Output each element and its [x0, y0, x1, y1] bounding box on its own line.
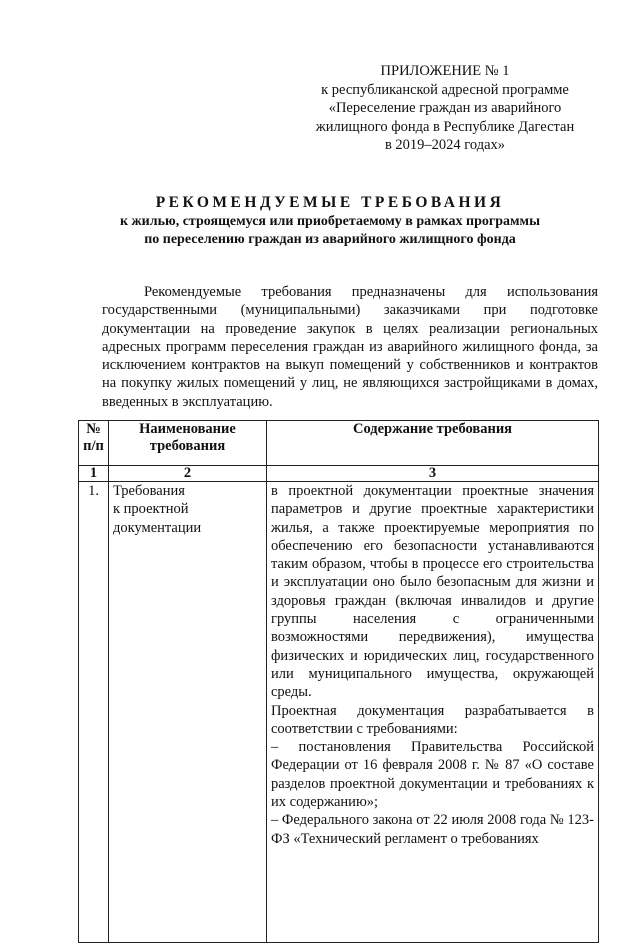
requirements-table: [78, 420, 599, 943]
requirement-name-line: документации: [113, 519, 202, 536]
requirement-name-line: Требования: [113, 483, 185, 499]
document-title: [60, 193, 600, 249]
content-list-item: – постановления Правительства Российской Федерации от 16 февраля 2008 г. № 87 «О составе разделов проектной документации и требованиях к их содержанию»;: [271, 739, 594, 811]
column-number: 3: [267, 466, 599, 482]
title-subtitle-line: по переселению граждан из аварийного жилищного фонда: [144, 232, 516, 247]
table-row: [79, 482, 599, 943]
column-number: 2: [109, 466, 267, 482]
header-content: Содержание требования: [267, 421, 599, 466]
intro-paragraph: Рекомендуемые требования предназначены для использования государственными (муниципальными) заказчиками при подготовке документации на проведение закупок в целях реализации региональных адресных программ переселения граждан из аварийного жилищного фонда, за исключением контрактов на выкуп помещений у собственников и контрактов на покупку жилых помещений у лиц, не являющихся застройщиками в домах, введенных в эксплуатацию.: [102, 284, 598, 410]
appendix-line: жилищного фонда в Республике Дагестан: [315, 118, 575, 135]
requirement-name-line: к проектной: [113, 501, 189, 518]
appendix-line: к республиканской адресной программе: [321, 81, 569, 98]
content-list-item: – Федерального закона от 22 июля 2008 года № 123-ФЗ «Технический регламент о требованиях: [271, 812, 594, 847]
appendix-header: [300, 62, 590, 155]
header-num: № п/п: [79, 421, 109, 466]
table-header-row: [79, 421, 599, 466]
column-number-row: [79, 466, 599, 482]
title-subtitle-line: к жилью, строящемуся или приобретаемому в рамках программы: [119, 214, 541, 229]
header-name: Наименование требования: [109, 421, 267, 466]
column-number: 1: [79, 466, 109, 482]
appendix-line: ПРИЛОЖЕНИЕ № 1: [380, 63, 510, 79]
appendix-line: «Переселение граждан из аварийного: [328, 100, 562, 116]
content-paragraph: Проектная документация разрабатывается в соответствии с требованиями:: [271, 702, 594, 737]
requirement-content: [267, 482, 599, 943]
row-number: 1.: [79, 482, 109, 943]
title-main: РЕКОМЕНДУЕМЫЕ ТРЕБОВАНИЯ: [155, 194, 505, 211]
requirement-name: [109, 482, 267, 943]
appendix-line: в 2019–2024 годах»: [384, 137, 506, 153]
content-paragraph: в проектной документации проектные значения параметров и другие проектные характеристики жилья, а также проектируемые мероприятия по обеспечению его безопасности устанавливаются таким образом, чтобы в процессе его строительства и эксплуатации оно было безопасным для жизни и здоровья граждан (включая инвалидов и другие группы населения с ограниченными возможностями передвижения), имущества физических и юридических лиц, государственного или муниципального имущества, окружающей среды.: [271, 483, 594, 701]
